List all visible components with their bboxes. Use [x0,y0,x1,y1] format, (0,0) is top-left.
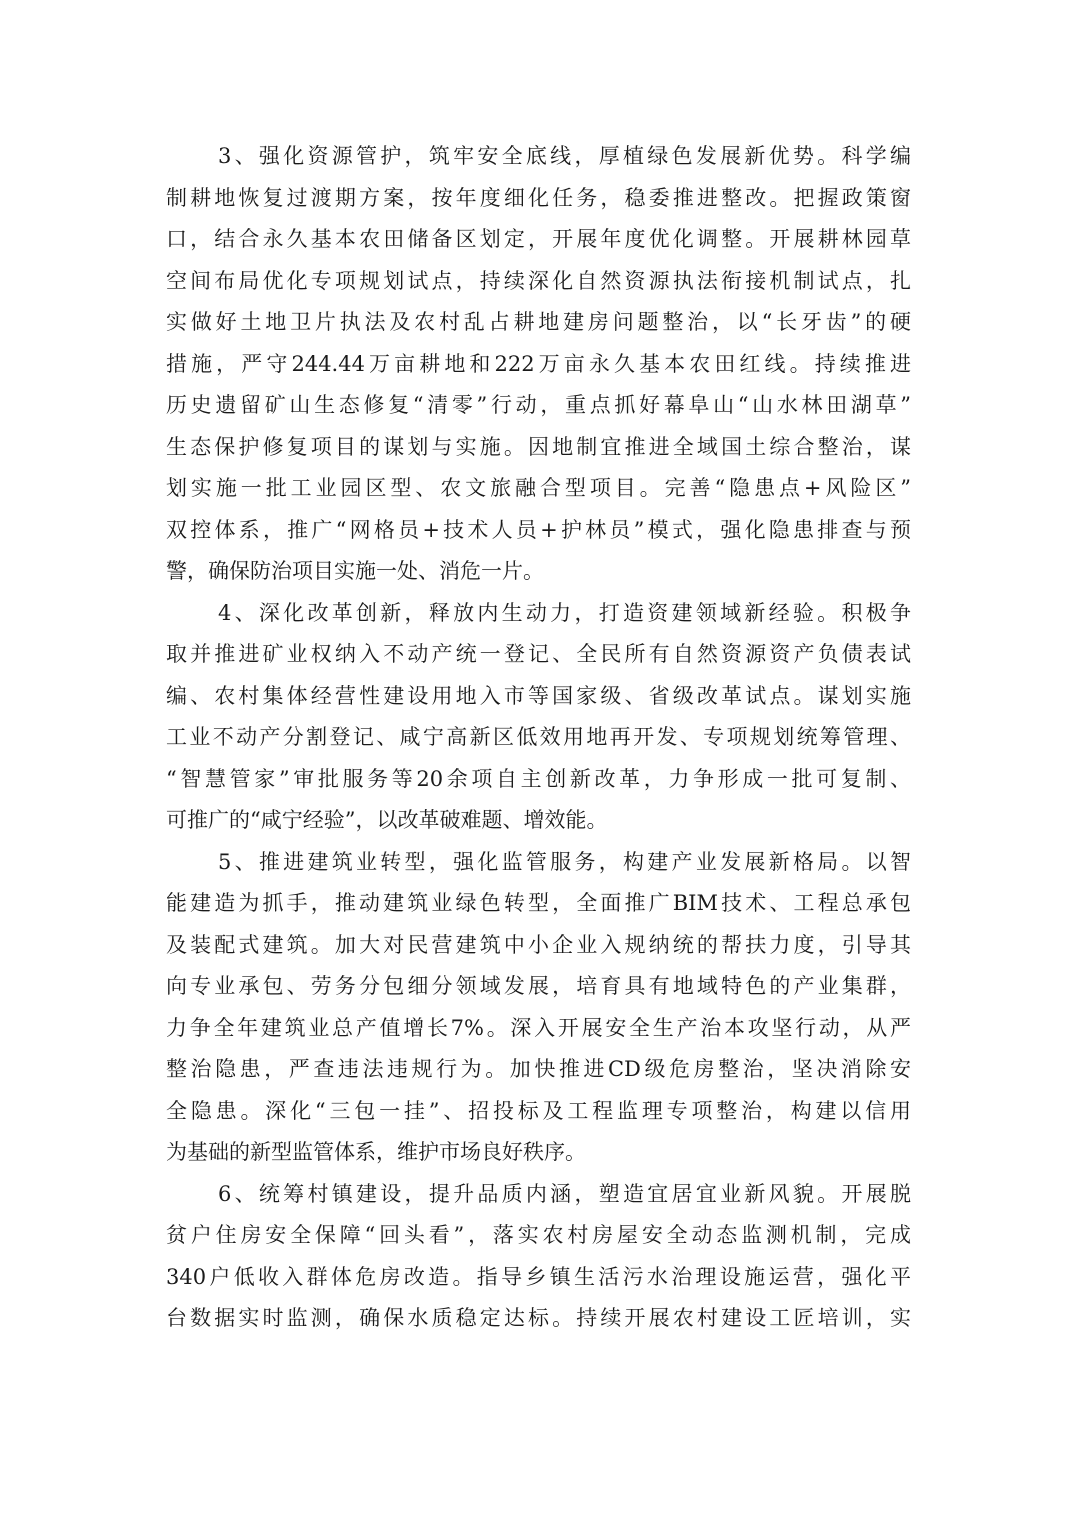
paragraph-line: 贫户住房安全保障“回头看”，落实农村房屋安全动态监测机制，完成 [166,1223,911,1247]
document-body [166,136,911,1340]
paragraph-village-construction [166,1174,911,1340]
paragraph-reform-innovation [166,593,911,842]
paragraph-line: 工业不动产分割登记、咸宁高新区低效用地再开发、专项规划统筹管理、 [166,725,911,749]
paragraph-construction-industry [166,842,911,1174]
paragraph-line: 4、深化改革创新，释放内生动力，打造资建领域新经验。积极争 [218,600,911,625]
paragraph-line: 口，结合永久基本农田储备区划定，开展年度优化调整。开展耕林园草 [166,227,911,251]
paragraph-line: 力争全年建筑业总产值增长7%。深入开展安全生产治本攻坚行动，从严 [166,1015,911,1040]
paragraph-line: 历史遗留矿山生态修复“清零”行动，重点抓好幕阜山“山水林田湖草” [166,393,911,417]
paragraph-line: 空间布局优化专项规划试点，持续深化自然资源执法衔接机制试点，扎 [166,268,911,293]
paragraph-line: 3、强化资源管护，筑牢安全底线，厚植绿色发展新优势。科学编 [218,144,911,168]
paragraph-line: 全隐患。深化“三包一挂”、招投标及工程监理专项整治，构建以信用 [166,1098,911,1123]
paragraph-line: 向专业承包、劳务分包细分领域发展，培育具有地域特色的产业集群， [166,974,911,998]
paragraph-line: “智慧管家”审批服务等20余项自主创新改革，力争形成一批可复制、 [166,766,911,791]
paragraph-line: 6、统筹村镇建设，提升品质内涵，塑造宜居宜业新风貌。开展脱 [218,1181,911,1206]
paragraph-line: 警，确保防治项目实施一处、消危一片。 [166,559,544,583]
paragraph-line: 可推广的“咸宁经验”，以改革破难题、增效能。 [166,808,608,832]
paragraph-line: 编、农村集体经营性建设用地入市等国家级、省级改革试点。谋划实施 [166,683,911,708]
paragraph-line: 双控体系，推广“网格员+技术人员+护林员”模式，强化隐患排查与预 [166,517,911,542]
paragraph-line: 及装配式建筑。加大对民营建筑中小企业入规纳统的帮扶力度，引导其 [166,932,911,957]
paragraph-line: 5、推进建筑业转型，强化监管服务，构建产业发展新格局。以智 [218,849,911,874]
paragraph-line: 措施，严守244.44万亩耕地和222万亩永久基本农田红线。持续推进 [166,351,911,376]
paragraph-line: 取并推进矿业权纳入不动产统一登记、全民所有自然资源资产负债表试 [166,642,911,666]
paragraph-line: 整治隐患，严查违法违规行为。加快推进CD级危房整治，坚决消除安 [166,1057,911,1081]
paragraph-line: 台数据实时监测，确保水质稳定达标。持续开展农村建设工匠培训，实 [166,1306,911,1330]
paragraph-line: 为基础的新型监管体系，维护市场良好秩序。 [166,1140,586,1164]
paragraph-resource-protection [166,136,911,593]
paragraph-line: 划实施一批工业园区型、农文旅融合型项目。完善“隐患点+风险区” [166,476,911,500]
paragraph-line: 实做好土地卫片执法及农村乱占耕地建房问题整治，以“长牙齿”的硬 [166,310,911,334]
paragraph-line: 能建造为抓手，推动建筑业绿色转型，全面推广BIM技术、工程总承包 [166,891,911,915]
paragraph-line: 生态保护修复项目的谋划与实施。因地制宜推进全域国土综合整治，谋 [166,434,911,459]
paragraph-line: 340户低收入群体危房改造。指导乡镇生活污水治理设施运营，强化平 [166,1264,911,1289]
paragraph-line: 制耕地恢复过渡期方案，按年度细化任务，稳委推进整改。把握政策窗 [166,185,911,210]
